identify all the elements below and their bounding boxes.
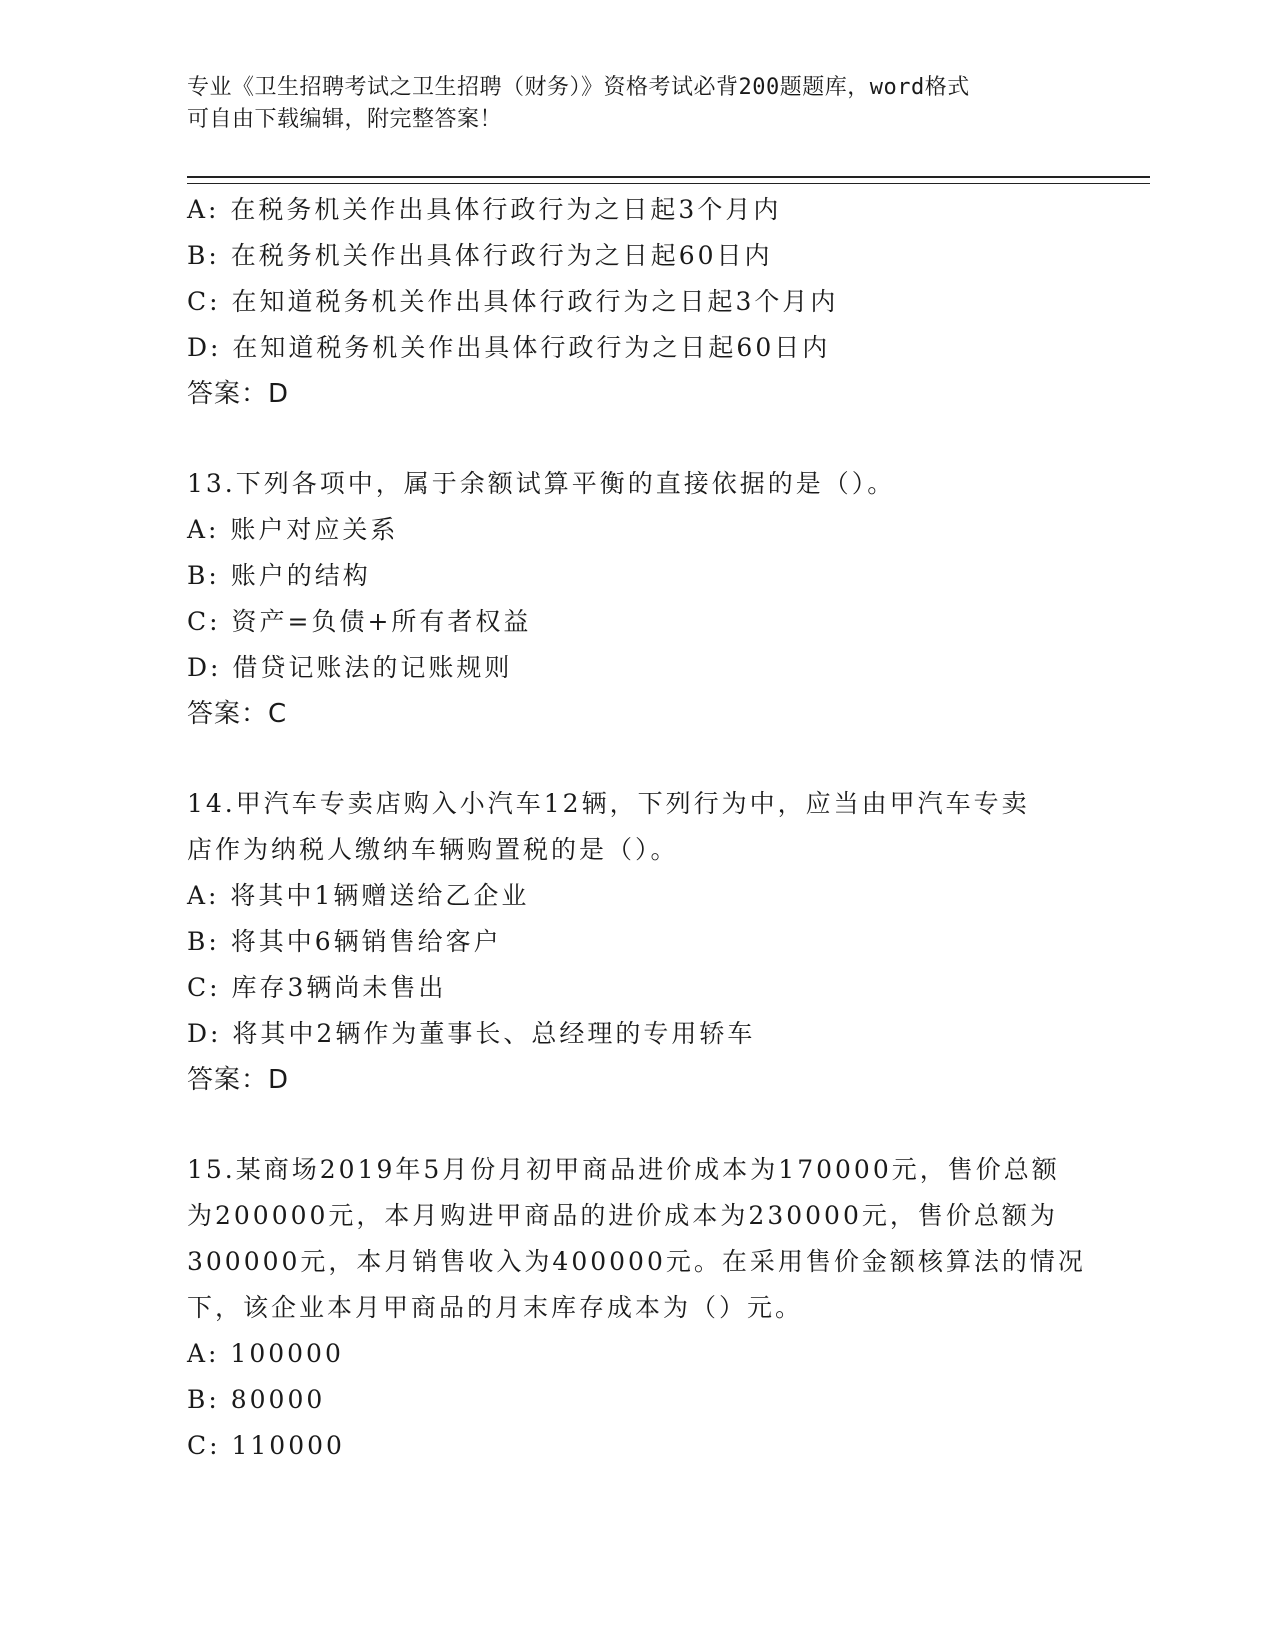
answer: 答案：D [187, 1065, 290, 1095]
option-a: A: 在税务机关作出具体行政行为之日起3个月内 [187, 195, 782, 224]
question-12 [187, 187, 1087, 417]
header-rule-thin [187, 183, 1150, 184]
header-line-2: 可自由下载编辑，附完整答案！ [187, 107, 503, 132]
option-b: B: 账户的结构 [187, 561, 371, 590]
option-b: B: 将其中6辆销售给客户 [187, 927, 502, 956]
option-a: A: 100000 [187, 1339, 344, 1368]
question-13 [187, 461, 1087, 737]
question-15 [187, 1147, 1087, 1469]
header-line-1: 专业《卫生招聘考试之卫生招聘（财务）》资格考试必背200题题库，word格式 [187, 75, 970, 100]
option-d: D: 借贷记账法的记账规则 [187, 653, 513, 682]
question-list [187, 187, 1087, 1469]
document-header [187, 72, 1087, 136]
answer: 答案：D [187, 379, 290, 409]
question-text-line-1: 14.甲汽车专卖店购入小汽车12辆，下列行为中，应当由甲汽车专卖 [187, 789, 1030, 818]
option-c: C: 110000 [187, 1431, 345, 1460]
question-text-line-2: 店作为纳税人缴纳车辆购置税的是（）。 [187, 835, 679, 864]
question-text-line-1: 15.某商场2019年5月份月初甲商品进价成本为170000元，售价总额 [187, 1155, 1060, 1184]
question-text: 13.下列各项中，属于余额试算平衡的直接依据的是（）。 [187, 469, 896, 498]
option-a: A: 账户对应关系 [187, 515, 399, 544]
option-d: D: 将其中2辆作为董事长、总经理的专用轿车 [187, 1019, 756, 1048]
option-b: B: 80000 [187, 1385, 326, 1414]
question-text-line-3: 300000元，本月销售收入为400000元。在采用售价金额核算法的情况 [187, 1247, 1086, 1276]
option-a: A: 将其中1辆赠送给乙企业 [187, 881, 530, 910]
option-b: B: 在税务机关作出具体行政行为之日起60日内 [187, 241, 773, 270]
option-d: D: 在知道税务机关作出具体行政行为之日起60日内 [187, 333, 831, 362]
header-rule-thick [187, 176, 1150, 178]
answer: 答案：C [187, 699, 288, 729]
question-14 [187, 781, 1087, 1103]
option-c: C: 在知道税务机关作出具体行政行为之日起3个月内 [187, 287, 839, 316]
question-text-line-4: 下，该企业本月甲商品的月末库存成本为（）元。 [187, 1293, 804, 1322]
question-text-line-2: 为200000元，本月购进甲商品的进价成本为230000元，售价总额为 [187, 1201, 1058, 1230]
option-c: C: 库存3辆尚未售出 [187, 973, 447, 1002]
option-c: C: 资产=负债+所有者权益 [187, 607, 532, 636]
